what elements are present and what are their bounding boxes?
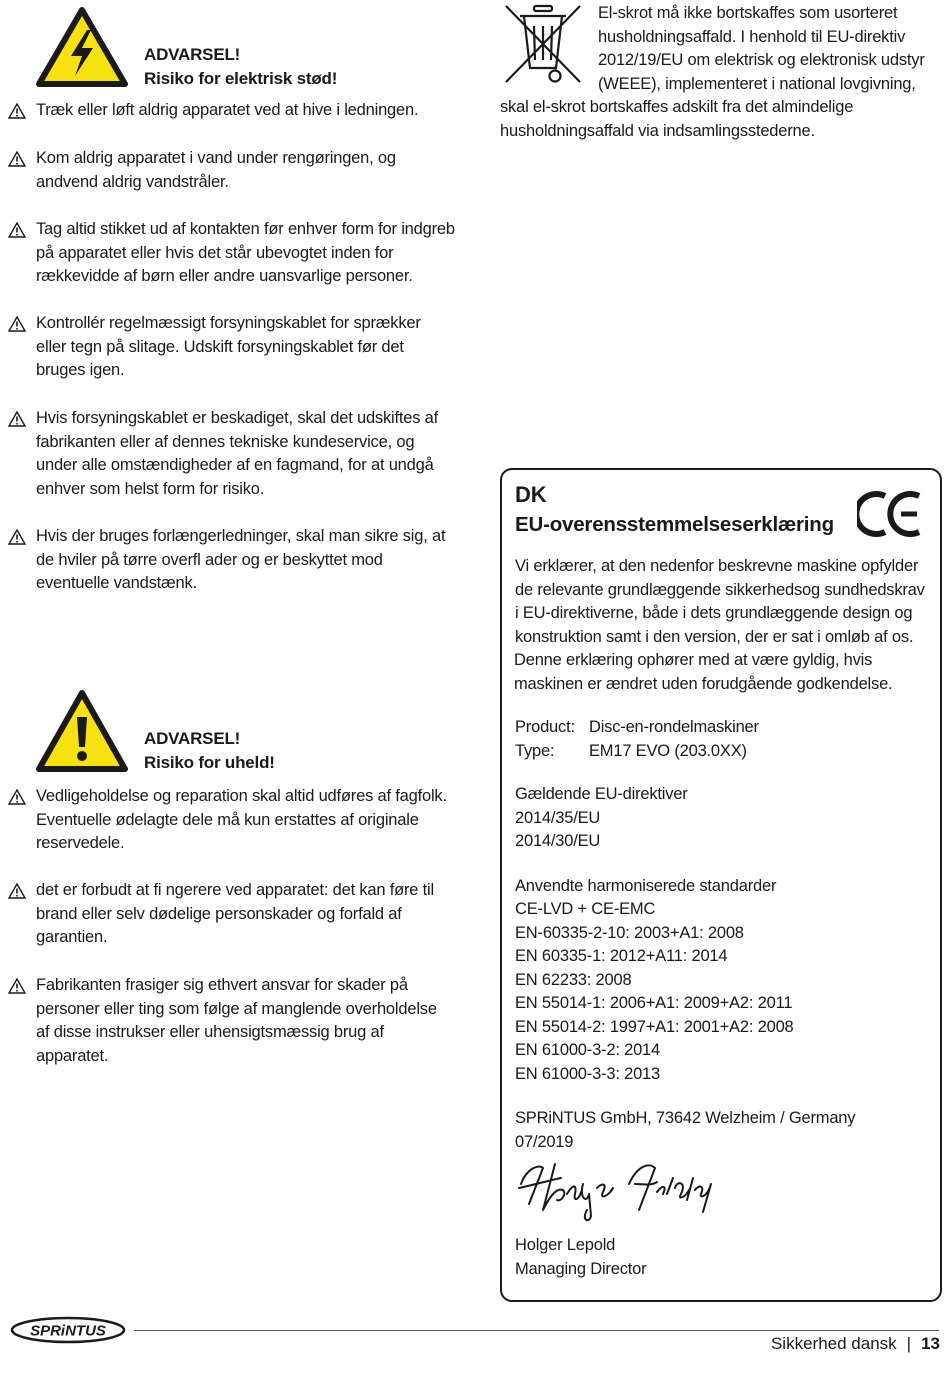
weee-notice [500,2,940,143]
warning-item-text: Hvis forsyningskablet er beskadiget, skal det udskiftes af fabrikanten eller af dennes tekniske kundeservice, og under alle omstændigheder af en fagmand, for at undgå enhver som helst form for risiko. [36,409,439,498]
warning-triangle-icon [8,103,26,119]
warning-item [8,525,448,596]
signature-image [517,1154,727,1226]
weee-line: El-skrot må ikke bortskaffes som usorteret [598,4,898,22]
warning-item [8,147,428,194]
product-label: Product: [515,718,575,736]
type-row [515,740,925,764]
warning-item [8,879,448,950]
warning-item [8,312,448,383]
page-number: 13 [921,1334,940,1353]
footer-rule [134,1330,939,1331]
sprintus-logo [10,1316,126,1344]
warning-subtitle: Risiko for elektrisk stød! [144,68,338,88]
directive-item: 2014/30/EU [515,832,601,850]
type-value: EM17 EVO (203.0XX) [589,741,747,760]
declaration-validity: Denne erklæring ophører med at være gyldig, hvis maskinen er ændret uden forudgående godkendelse. [514,651,893,693]
standard-item: CE-LVD + CE-EMC [515,900,656,918]
weee-line: skal el-skrot bortskaffes adskilt fra det almindelige [500,98,854,116]
weee-line: 2012/19/EU om elektrisk og elektronisk udstyr [598,51,925,69]
declaration-date: 07/2019 [515,1132,574,1151]
warning-item-text: det er forbudt at fi ngerere ved apparatet: det kan føre til brand eller selv dødelige personskader og forfald af garantien. [36,881,434,946]
standards-title: Anvendte harmoniserede standarder [515,876,777,895]
exclamation-warning-icon [35,689,129,773]
warning-triangle-icon [8,978,26,994]
product-value: Disc-en-rondelmaskiner [589,718,759,736]
type-label: Type: [515,741,555,760]
company-address: SPRiNTUS GmbH, 73642 Welzheim / Germany [515,1109,856,1127]
warning-triangle-icon [8,316,26,332]
declaration-intro: Vi erklærer, at den nedenfor beskrevne maskine opfylder de relevante grundlæggende sikkerhedsog sundhedskrav i EU-direktiverne, både i dets grundlæggende design og konstruktion samt i den version, der er sat i omløb af os. [515,557,925,646]
warning-item-text: Fabrikanten frasiger sig ethvert ansvar for skader på personer eller ting som følge af manglende overholdelse af disse instrukser eller uhensigtsmæssig brug af apparatet. [36,976,437,1065]
declaration-box [500,468,942,1302]
warning-item-text: Tag altid stikket ud af kontakten før enhver form for indgreb på apparatet eller hvis det står ubevogtet inden for rækkevidde af børn eller andre uansvarlige personer. [36,220,455,285]
warning-item-text: Hvis der bruges forlængerledninger, skal man sikre sig, at de hviler på tørre overfl ader og er beskyttet mod eventuelle vandstænk. [36,527,446,592]
standard-item: EN 60335-1: 2012+A11: 2014 [515,947,728,965]
warning-triangle-icon [8,151,26,167]
svg-text:SPRiNTUS: SPRiNTUS [30,1322,106,1340]
warning-item-text: Træk eller løft aldrig apparatet ved at hive i ledningen. [36,101,419,119]
warning-item [8,99,458,123]
warning-triangle-icon [8,883,26,899]
warning-item [8,218,458,289]
warning-triangle-icon [8,789,26,805]
warning-item [8,974,448,1068]
footer-separator: | [906,1334,912,1353]
signer-name: Holger Lepold [515,1236,616,1254]
product-row [515,716,925,740]
warning-item-text: Vedligeholdelse og reparation skal altid udføres af fagfolk. Eventuelle ødelagte dele må kun erstattes af originale reservedele. [36,787,447,852]
directives-title: Gældende EU-direktiver [515,785,688,803]
standard-item: EN 55014-2: 1997+A1: 2001+A2: 2008 [515,1017,794,1036]
declaration-title: EU-overensstemmelseserklæring [515,513,834,536]
warning-triangle-icon [8,411,26,427]
footer-section [771,1332,940,1356]
warning-item [8,785,458,856]
warning-title: ADVARSEL! [144,45,241,64]
warning-subtitle: Risiko for uheld! [144,752,275,772]
directive-item: 2014/35/EU [515,808,601,827]
standard-item: EN-60335-2-10: 2003+A1: 2008 [515,923,744,942]
weee-line: husholdningsaffald via indsamlingsstederne. [500,121,815,140]
standard-item: EN 61000-3-2: 2014 [515,1041,661,1059]
warning-item [8,407,453,501]
electric-shock-warning-icon [35,6,129,88]
standard-item: EN 62233: 2008 [515,970,632,989]
weee-line: (WEEE), implementeret i national lovgivning, [598,74,916,93]
warning-triangle-icon [8,222,26,238]
standard-item: EN 55014-1: 2006+A1: 2009+A2: 2011 [515,994,793,1012]
signer-title: Managing Director [515,1259,647,1278]
warning-item-text: Kontrollér regelmæssigt forsyningskablet for sprækker eller tegn på slitage. Udskift forsyningskablet før det bruges igen. [36,314,421,379]
footer-section-name: Sikkerhed dansk [770,1334,897,1353]
warning-item-text: Kom aldrig apparatet i vand under rengøringen, og andvend aldrig vandstråler. [36,149,396,191]
standard-item: EN 61000-3-3: 2013 [515,1064,661,1083]
declaration-country: DK [515,482,547,507]
weee-line: husholdningsaffald. I henhold til EU-direktiv [598,27,906,46]
warning-triangle-icon [8,529,26,545]
warning-title: ADVARSEL! [144,729,241,748]
